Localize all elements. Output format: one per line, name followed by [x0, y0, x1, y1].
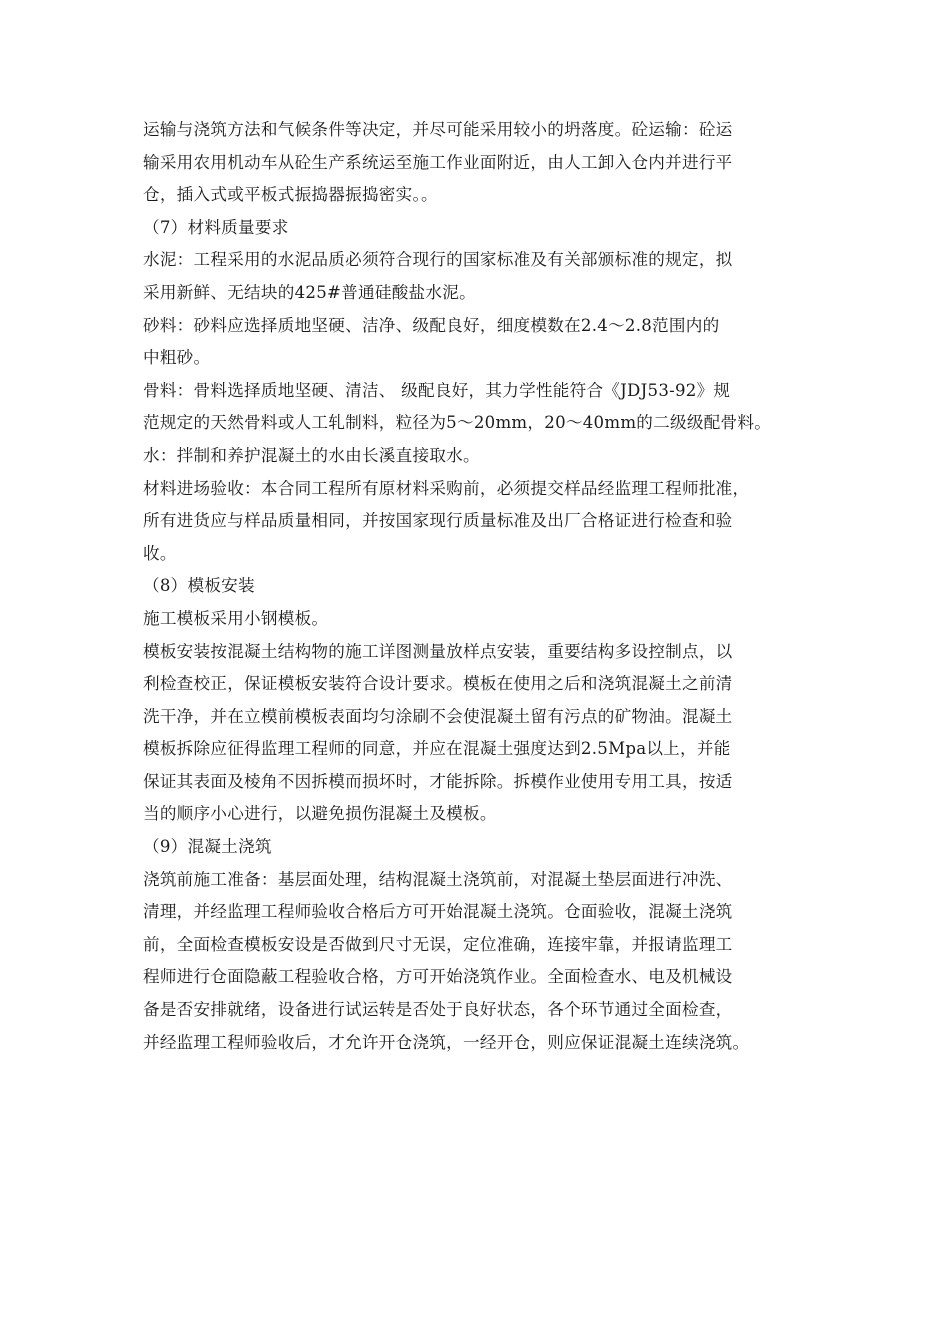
text-line: 洗干净，并在立模前模板表面均匀涂刷不会使混凝土留有污点的矿物油。混凝土 [143, 706, 733, 726]
text-line: 材料进场验收：本合同工程所有原材料采购前，必须提交样品经监理工程师批准， [143, 478, 750, 498]
text-line: 所有进货应与样品质量相同，并按国家现行质量标准及出厂合格证进行检查和验 [143, 511, 733, 531]
text-line: 采用新鲜、无结块的425#普通硅酸盐水泥。 [143, 282, 476, 302]
text-line: 砂料：砂料应选择质地坚硬、洁净、级配良好，细度模数在2.4～2.8范围内的 [143, 315, 720, 335]
text-line: 前，全面检查模板安设是否做到尺寸无误，定位准确，连接牢靠，并报请监理工 [143, 934, 733, 954]
text-line: 施工模板采用小钢模板。 [143, 608, 329, 628]
text-line: 仓，插入式或平板式振捣器振捣密实。。 [143, 185, 438, 205]
text-line: 水泥：工程采用的水泥品质必须符合现行的国家标准及有关部颁标准的规定，拟 [143, 250, 733, 270]
document-page [143, 114, 815, 1059]
text-line: 骨料：骨料选择质地坚硬、清洁、 级配良好，其力学性能符合《JDJ53-92》规 [143, 380, 731, 400]
text-line: 保证其表面及棱角不因拆模而损坏时，才能拆除。拆模作业使用专用工具，按适 [143, 771, 733, 791]
text-line: 输采用农用机动车从砼生产系统运至施工作业面附近，由人工卸入仓内并进行平 [143, 152, 733, 172]
text-line: 收。 [143, 543, 177, 563]
text-line: 浇筑前施工准备：基层面处理，结构混凝土浇筑前，对混凝土垫层面进行冲洗、 [143, 869, 733, 889]
section-heading-8: （8）模板安装 [143, 576, 255, 596]
text-line: 利检查校正，保证模板安装符合设计要求。模板在使用之后和浇筑混凝土之前清 [143, 674, 733, 694]
text-line: 备是否安排就绪，设备进行试运转是否处于良好状态，各个环节通过全面检查， [143, 1000, 733, 1020]
text-line: 并经监理工程师验收后，才允许开仓浇筑，一经开仓，则应保证混凝土连续浇筑。 [143, 1032, 750, 1052]
text-line: 运输与浇筑方法和气候条件等决定，并尽可能采用较小的坍落度。砼运输：砼运 [143, 120, 733, 139]
text-line: 水：拌制和养护混凝土的水由长溪直接取水。 [143, 445, 480, 465]
section-heading-7: （7）材料质量要求 [143, 217, 289, 237]
text-line: 模板拆除应征得监理工程师的同意，并应在混凝土强度达到2.5Mpa以上，并能 [143, 739, 731, 759]
text-line: 中粗砂。 [143, 348, 211, 368]
text-line: 当的顺序小心进行，以避免损伤混凝土及模板。 [143, 804, 497, 824]
text-line: 模板安装按混凝土结构物的施工详图测量放样点安装，重要结构多设控制点，以 [143, 641, 733, 661]
text-line: 清理，并经监理工程师验收合格后方可开始混凝土浇筑。仓面验收，混凝土浇筑 [143, 902, 733, 922]
text-line: 范规定的天然骨料或人工轧制料，粒径为5～20mm，20～40mm的二级级配骨料。 [143, 413, 772, 433]
text-line: 程师进行仓面隐蔽工程验收合格，方可开始浇筑作业。全面检查水、电及机械设 [143, 967, 733, 987]
section-heading-9: （9）混凝土浇筑 [143, 837, 272, 857]
